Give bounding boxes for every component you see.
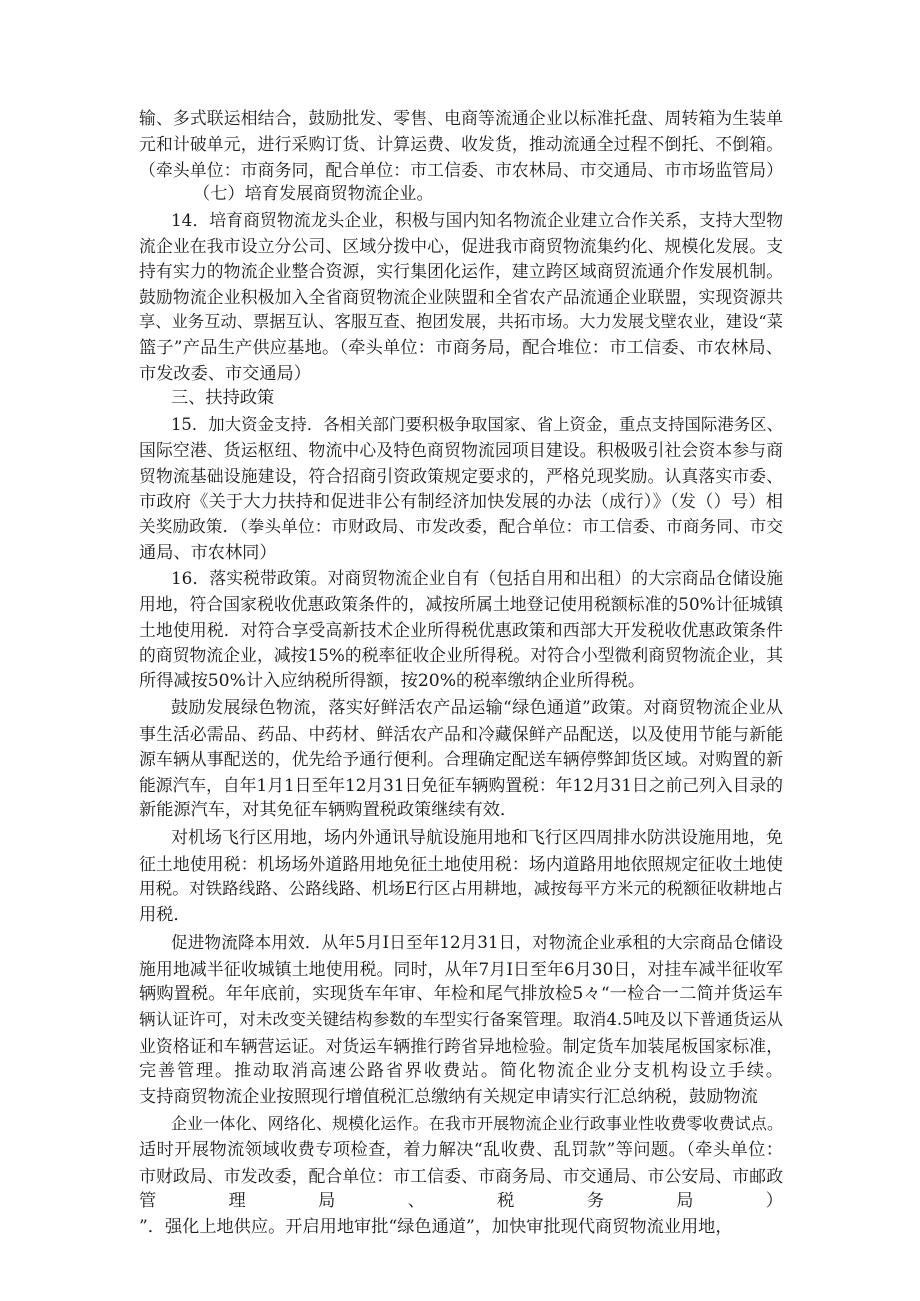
paragraph-first-line: 15．加大资金支持．各相关部门要积极争取国家、省上资金，重点支持国际港务区、 — [171, 415, 783, 434]
text-line: 贸物流基础设施建设，符合招商引资政策规定要求的，严格兑现奖励。认真落实市委、 — [139, 466, 783, 486]
text-line: 元和计破单元，进行采购订货、计算运费、收发货，推动流通全过程不倒托、不倒箱。 — [139, 134, 783, 154]
section-heading: （七）培育发展商贸物流企业。 — [193, 184, 434, 204]
paragraph-first-line: 对机场飞行区用地，场内外通讯导航设施用地和飞行区四周排水防洪设施用地，免 — [171, 828, 783, 848]
text-line: 新能源汽车，对其免征车辆购置税政策继续有效． — [139, 800, 518, 820]
text-line: 国际空港、货运枢纽、物流中心及特色商贸物流园项目建设。积极吸引社会资本参与商 — [139, 440, 783, 460]
text-line: 持有实力的物流企业整合资源，实行集团化运作，建立跨区域商贸流通介作发展机制。 — [139, 261, 783, 281]
text-line: 完善管理。推动取消高速公路省界收费站。简化物流企业分支机构设立手续。 — [139, 1061, 783, 1081]
text-line: ”．强化上地供应。开启用地审批“绿色通道”，加快审批现代商贸物流业用地， — [139, 1217, 733, 1237]
text-line: 土地使用税．对符合享受高新技术企业所得税优惠政策和西部大开发税收优惠政策条件 — [139, 620, 783, 640]
paragraph-first-line: 16．落实税带政策。对商贸物流企业自有（包括自用和出租）的大宗商品仓储设施 — [171, 568, 783, 588]
text-line: 关奖励政策．（拳头单位：市财政局、市发改委，配合单位：市工信委、市商务同、市交 — [139, 517, 783, 536]
text-line: 流企业在我市设立分公司、区域分拨中心，促进我市商贸物流集约化、规模化发展。支 — [139, 236, 783, 256]
text-line: 征土地使用税：机场场外道路用地免征土地使用税：场内道路用地依照规定征收土地使 — [139, 854, 783, 874]
text-line: 管理局、税务局） — [139, 1191, 783, 1211]
text-line: 用地，符合国家税收优惠政策条件的，减按所属土地登记使用税额标准的50%计征城镇 — [139, 594, 783, 614]
text-line: 用税． — [139, 905, 191, 925]
text-line: 享、业务互动、票据互认、客服互查、抱团发展，共拓市场。大力发展戈壁农业，建设“菜 — [139, 312, 783, 331]
text-line: 所得减按50%计入应纳税所得额，按20%的税率缴纳企业所得税。 — [139, 671, 646, 691]
text-line: （牵头单位：市商务同，配合单位：市工信委、市农林局、市交通局、市市场监管局） — [139, 160, 783, 180]
text-line: 用税。对铁路线路、公路线路、机场E行区占用耕地，减按每平方米元的税额征收耕地占 — [139, 879, 783, 898]
text-line: 鼓励物流企业积极加入全省商贸物流企业陕盟和全省农产品流通企业联盟，实现资源共 — [139, 287, 783, 307]
text-line: 源车辆从事配送的，优先给予通行便利。合理确定配送车辆停弊卸货区域。对购置的新 — [139, 749, 783, 769]
text-line: 市政府《关于大力扶持和促进非公有制经济加快发展的办法（成行）》（发（）号）相 — [139, 492, 783, 512]
paragraph-first-line: 14．培育商贸物流龙头企业，积极与国内知名物流企业建立合作关系，支持大型物 — [171, 210, 783, 230]
text-line: 事生活必需品、药品、中药材、鲜活农产品和冷藏保鲜产品配送，以及使用节能与新能 — [139, 724, 783, 744]
text-line: 输、多式联运相结合，鼓励批发、零售、电商等流通企业以标准托盘、周转箱为生装单 — [139, 108, 783, 128]
text-line: 通局、市农林同） — [139, 543, 277, 563]
text-line: 的商贸物流企业，减按15%的税率征收企业所得税。对符合小型微利商贸物流企业，其 — [139, 645, 783, 665]
text-line: 辆购置税。年年底前，实现货车年审、年检和尾气排放检5々“一检合一二简并货运车 — [139, 984, 783, 1004]
text-line: 支持商贸物流企业按照现行增值税汇总缴纳有关规定申请实行汇总纳税，鼓励物流 — [139, 1087, 758, 1107]
paragraph-first-line: 促进物流降本用效．从年5月I日至年12月31日，对物流企业承租的大宗商品仓储设 — [171, 933, 783, 952]
text-line: 施用地减半征收城镇土地使用税。同时，从年7月I日至年6月30日，对挂车减半征收军 — [139, 959, 783, 979]
text-line: 市财政局、市发改委，配合单位：市工信委、市商务局、市交通局、市公安局、市邮政 — [139, 1166, 783, 1186]
paragraph-first-line — [171, 1241, 783, 1265]
text-line: 适时开展物流领域收费专项检查，着力解决“乱收费、乱罚款”等问题。（牵头单位： — [139, 1140, 783, 1160]
section-heading: 三、扶持政策 — [171, 388, 275, 408]
paragraph-first-line: 鼓励发展绿色物流，落实好鲜活农产品运输“绿色通道”政策。对商贸物流企业从 — [171, 698, 783, 718]
text-line: 篮子”产品生产供应基地。（牵头单位：市商务局，配合堆位：市工信委、市农林局、 — [139, 338, 783, 358]
text-line: 业资格证和车辆营运证。对货运车辆推行跨省异地检验。制定货车加装尾板国家标准， — [139, 1036, 783, 1056]
text-line: 能源汽车，自年1月1日至年12月31日免征车辆购置税：年12月31日之前己列入目录的 — [139, 775, 783, 795]
text-line: 市发改委、市交通局） — [139, 364, 311, 384]
text-line: 辆认证许可，对未改变关键结构参数的车型实行备案管理。取消4.5吨及以下普通货运从 — [139, 1010, 783, 1029]
paragraph-first-line: 企业一体化、网络化、规模化运作。在我市开展物流企业行政事业性收费零收费试点。 — [171, 1114, 783, 1133]
